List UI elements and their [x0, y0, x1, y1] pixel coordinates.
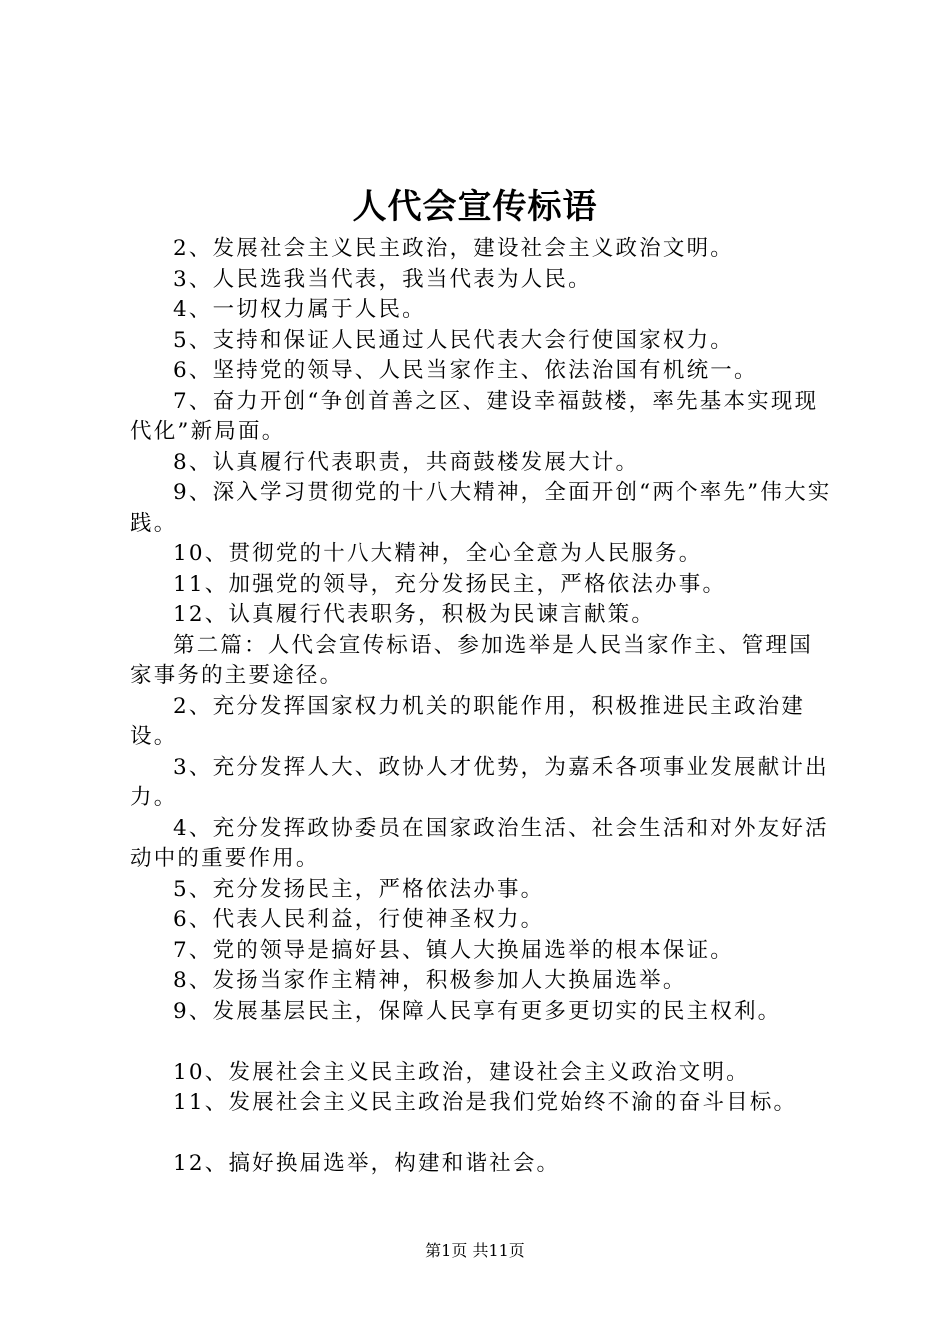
page-indicator: 第1页 共11页 — [425, 1241, 525, 1260]
paragraph: 4、充分发挥政协委员在国家政治生活、社会生活和对外友好活动中的重要作用。 — [130, 815, 829, 871]
blank-line — [130, 1119, 835, 1150]
paragraph: 11、加强党的领导，充分发扬民主，严格依法办事。 — [173, 571, 727, 597]
paragraph: 10、发展社会主义民主政治，建设社会主义政治文明。 — [173, 1059, 750, 1085]
paragraph: 8、认真履行代表职责，共商鼓楼发展大计。 — [173, 449, 640, 475]
paragraph: 12、认真履行代表职务，积极为民谏言献策。 — [173, 602, 656, 627]
paragraph: 12、搞好换届选举，构建和谐社会。 — [173, 1151, 561, 1176]
paragraph: 3、人民选我当代表，我当代表为人民。 — [173, 266, 592, 292]
blank-line — [130, 1027, 835, 1058]
document-title: 人代会宣传标语 — [352, 187, 598, 227]
section-heading-paragraph: 第二篇：人代会宣传标语、参加选举是人民当家作主、管理国家事务的主要途径。 — [130, 632, 813, 688]
paragraph: 6、坚持党的领导、人民当家作主、依法治国有机统一。 — [173, 358, 758, 383]
paragraph: 2、充分发挥国家权力机关的职能作用，积极推进民主政治建设。 — [130, 693, 806, 749]
paragraph: 5、充分发扬民主，严格依法办事。 — [173, 876, 545, 902]
paragraph: 6、代表人民利益，行使神圣权力。 — [173, 907, 545, 932]
paragraph: 5、支持和保证人民通过人民代表大会行使国家权力。 — [173, 327, 734, 353]
paragraph: 9、深入学习贯彻党的十八大精神，全面开创“两个率先”伟大实践。 — [130, 480, 832, 536]
paragraph: 7、奋力开创“争创首善之区、建设幸福鼓楼，率先基本实现现代化”新局面。 — [130, 388, 819, 444]
paragraph: 4、一切权力属于人民。 — [173, 297, 426, 322]
paragraph: 3、充分发挥人大、政协人才优势，为嘉禾各项事业发展献计出力。 — [130, 754, 829, 810]
paragraph: 10、贯彻党的十八大精神，全心全意为人民服务。 — [173, 541, 703, 566]
paragraph: 9、发展基层民主，保障人民享有更多更切实的民主权利。 — [173, 998, 782, 1024]
paragraph: 8、发扬当家作主精神，积极参加人大换届选举。 — [173, 968, 687, 993]
paragraph: 11、发展社会主义民主政治是我们党始终不渝的奋斗目标。 — [173, 1090, 798, 1115]
paragraph: 7、党的领导是搞好县、镇人大换届选举的根本保证。 — [173, 937, 734, 963]
paragraph: 2、发展社会主义民主政治，建设社会主义政治文明。 — [173, 236, 734, 261]
document-body — [130, 234, 835, 1180]
